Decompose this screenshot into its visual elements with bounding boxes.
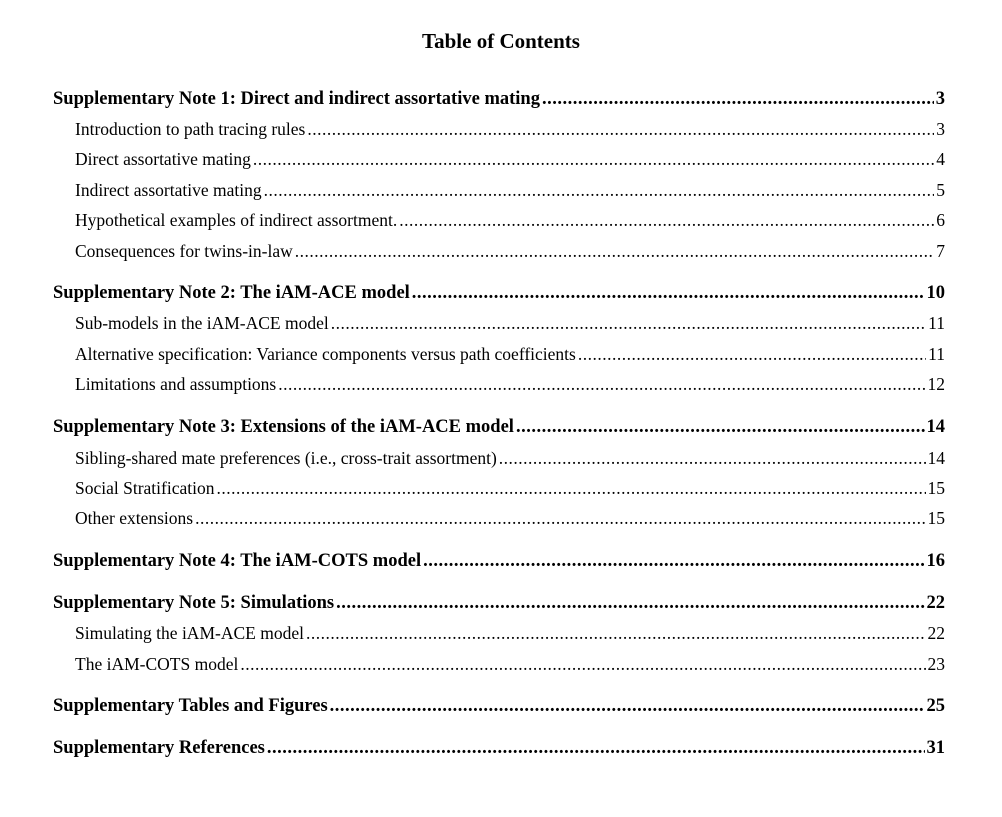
dot-leader [578,341,926,367]
dot-leader [412,280,925,306]
toc-entry-indirect-am[interactable] [75,177,945,203]
dot-leader [330,693,925,719]
toc-page-number: 14 [926,417,945,437]
toc-entry-label: Supplementary Note 5: Simulations [53,593,335,613]
toc-entry-note-5[interactable] [53,590,945,616]
toc-entry-alternative-specification[interactable] [75,341,945,367]
toc-page-number: 15 [927,478,945,498]
toc-page-number: 5 [936,180,945,200]
toc-entry-label: Supplementary Note 4: The iAM-COTS model [53,551,422,571]
toc-entry-sub-models[interactable] [75,310,945,336]
dot-leader [336,590,924,616]
toc-entry-hypothetical-examples[interactable] [75,207,945,233]
toc-entry-label: Alternative specification: Variance components versus path coefficients [75,344,576,364]
toc-entry-label: Hypothetical examples of indirect assortment. [75,210,398,230]
toc-entry-direct-am[interactable] [75,146,945,172]
toc-entry-label: Sub-models in the iAM-ACE model [75,313,329,333]
toc-entry-note-2[interactable] [53,280,945,306]
toc-entry-label: Introduction to path tracing rules [75,119,306,139]
dot-leader [295,238,935,264]
toc-entry-note-3[interactable] [53,414,945,440]
dot-leader [264,177,935,203]
dot-leader [216,475,925,501]
toc-page-number: 16 [926,551,945,571]
dot-leader [399,207,934,233]
dot-leader [542,86,934,112]
toc-entry-label: Sibling-shared mate preferences (i.e., cross-trait assortment) [75,448,497,468]
toc-entry-label: Supplementary Tables and Figures [53,696,328,716]
toc-entry-note-1[interactable] [53,86,945,112]
toc-page-number: 11 [928,344,945,364]
toc-page-number: 3 [936,119,945,139]
toc-entry-twins-in-law[interactable] [75,238,945,264]
toc-entry-social-stratification[interactable] [75,475,945,501]
toc-title: Table of Contents [422,29,580,53]
toc-page-number: 25 [926,696,945,716]
dot-leader [195,505,925,531]
dot-leader [240,651,925,677]
toc-entry-note-4[interactable] [53,548,945,574]
toc-page-number: 4 [936,149,945,169]
toc-page-number: 15 [927,508,945,528]
dot-leader [306,620,926,646]
toc-entry-label: The iAM-COTS model [75,654,239,674]
toc-page-number: 31 [926,738,945,758]
dot-leader [331,310,926,336]
toc-page-number: 23 [927,654,945,674]
toc-page-number: 3 [935,89,945,109]
toc-entry-label: Supplementary Note 1: Direct and indirect assortative mating [53,89,540,109]
toc-page-number: 7 [936,241,945,261]
dot-leader [267,735,925,761]
toc-entry-label: Supplementary Note 3: Extensions of the iAM-ACE model [53,417,514,437]
toc-entry-limitations[interactable] [75,371,945,397]
toc-entry-path-tracing[interactable] [75,116,945,142]
toc-entry-label: Consequences for twins-in-law [75,241,293,261]
toc-entry-label: Social Stratification [75,478,215,498]
toc-entry-label: Other extensions [75,508,194,528]
toc-entry-label: Simulating the iAM-ACE model [75,623,304,643]
dot-leader [516,414,925,440]
dot-leader [278,371,925,397]
toc-page-number: 14 [927,448,945,468]
toc-entry-label: Direct assortative mating [75,149,251,169]
toc-entry-label: Indirect assortative mating [75,180,262,200]
toc-entry-sibling-shared[interactable] [75,445,945,471]
toc-page-number: 22 [927,623,945,643]
toc-page-number: 22 [926,593,945,613]
toc-entry-iam-cots-sim[interactable] [75,651,945,677]
toc-page-number: 10 [926,283,945,303]
toc-entry-other-extensions[interactable] [75,505,945,531]
toc-page-number: 12 [927,374,945,394]
toc-page-number: 11 [928,313,945,333]
toc-entry-references[interactable] [53,735,945,761]
dot-leader [423,548,924,574]
dot-leader [253,146,934,172]
toc-page-number: 6 [936,210,945,230]
toc-entry-label: Supplementary Note 2: The iAM-ACE model [53,283,410,303]
dot-leader [499,445,926,471]
toc-entry-tables-figures[interactable] [53,693,945,719]
toc-entry-label: Supplementary References [53,738,265,758]
dot-leader [307,116,934,142]
toc-entry-label: Limitations and assumptions [75,374,277,394]
toc-entry-simulating-iam-ace[interactable] [75,620,945,646]
